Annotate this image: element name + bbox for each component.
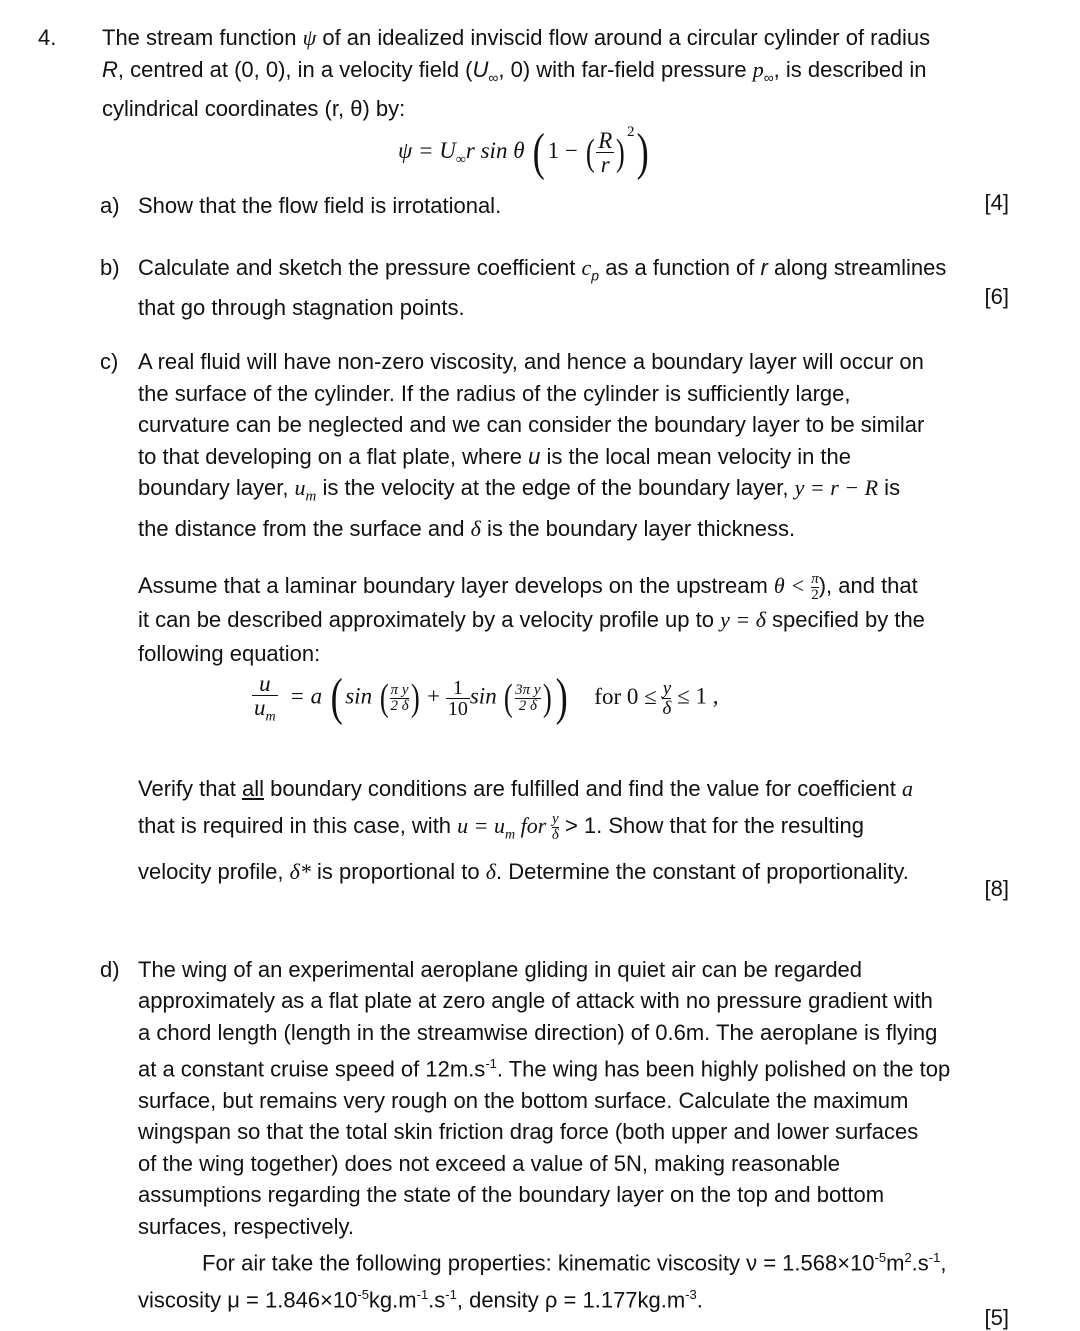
part-c-paragraph-1: A real fluid will have non-zero viscosity, and hence a boundary layer will occur on the surface of the cylinder. If the radius of the cylinder is sufficiently large, curvature can be neglected and we can consider the boundary layer to be similar to that developing on a flat plate, where u is the local mean velocity in the boundary layer, $u_m$ is the velocity at the edge of the boundary layer, y = r − R is the distance from the surface and δ is the boundary layer thickness. bbox=[138, 349, 925, 541]
intro-line-3: cylindrical coordinates (r, θ) by: bbox=[102, 96, 406, 122]
part-b-text: Calculate and sketch the pressure coefficient $c_p$ as a function of r along streamlines that go through stagnation points. bbox=[138, 255, 947, 320]
part-c-label: c) bbox=[100, 349, 119, 374]
part-b-label: b) bbox=[100, 255, 120, 280]
part-c-marks: [8] bbox=[984, 876, 1009, 901]
part-c-paragraph-3: Verify that all boundary conditions are fulfilled and find the value for coefficient a that is required in this case, with $u = u_m$ for $\frac{y}{\delta}$ > 1. Show that for the resulting velocity profile, δ* is proportional to δ. Determine the constant of proportionality. bbox=[138, 776, 913, 885]
part-b-marks: [6] bbox=[984, 284, 1009, 309]
intro-line-2: R, centred at (0, 0), in a velocity field ($U_\infty$, 0) with far-field pressure $p_\infty$, is described in bbox=[102, 56, 927, 85]
stream-function-equation: $\psi = U_\infty r$ sin θ ( 1 − ( $\frac{R}{r}$ ) $^2$) bbox=[398, 123, 650, 181]
part-d-marks: [5] bbox=[984, 1305, 1009, 1330]
part-a-label: a) bbox=[100, 193, 120, 218]
velocity-profile-equation: $\frac{u}{u_m}$ = a ( sin ( $\frac{\text{π y}}{2 \delta}$ ) + $\frac{1}{10}$ sin ( $\frac{\text{3π y}}{2 \delta}$ )) for 0 ≤ $\frac{y}{\delta}$ ≤ 1 , bbox=[254, 669, 719, 727]
intro-line-1: The stream function ψ of an idealized inviscid flow around a circular cylinder of radius bbox=[102, 25, 931, 50]
question-number: 4. bbox=[38, 25, 57, 50]
part-a-text: Show that the flow field is irrotational. bbox=[138, 193, 502, 218]
part-a-marks: [4] bbox=[984, 190, 1009, 215]
part-d-label: d) bbox=[100, 957, 120, 982]
part-c-paragraph-2: Assume that a laminar boundary layer develops on the upstream θ < $\frac{\pi}{2}$ ), and that it can be described approximately by a velocity profile up to y = δ specified by the following equation: bbox=[138, 570, 925, 666]
intro-paragraph bbox=[102, 22, 1022, 125]
part-d-paragraph: The wing of an experimental aeroplane gliding in quiet air can be regarded approximately as a flat plate at zero angle of attack with no pressure gradient with a chord length (length in the streamwise direction) of 0.6m. The aeroplane is flying at a constant cruise speed of $12m.s^{-1}$. The wing has been highly polished on the top surface, but remains very rough on the bottom surface. Calculate the maximum wingspan so that the total skin friction drag force (both upper and lower surfaces of the wing together) does not exceed a value of 5N, making reasonable assumptions regarding the state of the boundary layer on the top and bottom surfaces, respectively. For air take the following properties: kinematic viscosity $\nu = 1.568\times 10^{-5}m^2.s^{-1}$, viscosity $\mu = 1.846\times 10^{-5}kg.m^{-1}.s^{-1}$, density $\rho = 1.177kg.m^{-3}$. bbox=[138, 957, 951, 1313]
